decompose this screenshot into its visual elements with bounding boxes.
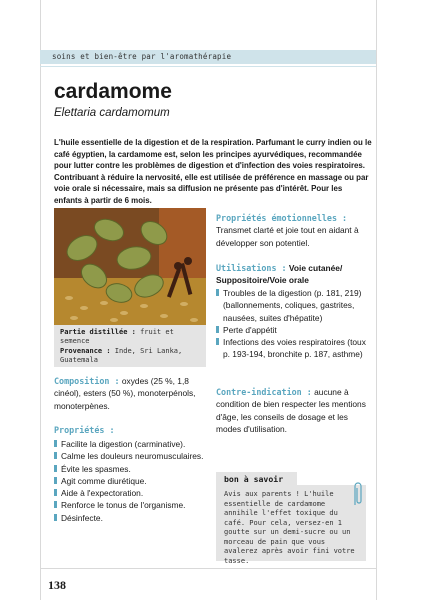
bullet-marker [54,477,57,484]
bullet-marker [216,289,219,296]
bullet-marker [54,465,57,472]
property-text: Renforce le tonus de l'organisme. [61,500,186,511]
list-item [54,438,214,450]
uses-section [216,262,372,287]
bullet-marker [54,452,57,459]
property-text: Désinfecte. [61,512,103,523]
composition-section [54,375,214,412]
list-item [54,512,214,524]
uses-list [216,287,372,361]
bullet-marker [216,338,219,345]
bullet-marker [54,501,57,508]
contraindication-text: aucune à condition de bien respecter les mentions d'âge, les conseils de dosage et les modes d'utilisation. [216,387,366,434]
list-item [54,450,214,462]
contraindication-section [216,386,372,435]
emotional-section [216,212,372,249]
origin-label: Provenance : [60,346,111,355]
property-text: Calme les douleurs neuromusculaires. [61,451,204,462]
part-label: Partie distillée : [60,328,136,336]
paperclip-icon [352,481,362,507]
property-text: Aide à l'expectoration. [61,488,144,499]
property-text: Agit comme diurétique. [61,475,147,486]
running-header: soins et bien-être par l'aromathérapie [52,52,232,61]
property-text: Facilite la digestion (carminative). [61,439,186,449]
list-item [54,499,214,511]
list-item [216,336,372,361]
use-text: Perte d'appétit [223,324,277,335]
tip-label: bon à savoir [224,474,284,484]
properties-list [54,438,214,524]
contraindication-label: Contre-indication : [216,387,312,397]
bullet-marker [54,489,57,496]
bullet-marker [54,440,57,447]
right-margin-line [376,0,377,600]
photo-caption [60,328,206,365]
list-item [54,487,214,499]
list-item [216,287,372,324]
part-value: fruit et semence [60,328,174,346]
list-item [216,324,372,336]
emotional-text: Transmet clarté et joie tout en aidant à développer son potentiel. [216,225,359,248]
bullet-marker [54,514,57,521]
tip-text: Avis aux parents ! L'huile essentielle de cardamome annihile l'effet toxique du café. Pour cela, versez-en 1 goutte sur un demi-sucre ou un morceau de pain que vous avalerez après avoir fini votre tasse. [224,490,355,565]
spice-photo [54,208,206,325]
origin-value: Inde, Sri Lanka, Guatemala [60,346,183,364]
footer-rule [40,568,376,569]
latin-name: Elettaria cardamomum [54,107,170,119]
header-rule [40,66,376,67]
list-item [54,475,214,487]
intro-paragraph: L'huile essentielle de la digestion et de la respiration. Parfumant le curry indien ou le café égyptien, la cardamome est, selon les principes ayurvédiques, recommandée pour lutter contre les problèmes de digestion et d'infection des voies respiratoires. Contribuant à réduire la nervosité, elle est utilisée de préférence en massage ou par voie orale si nécessaire, mais sa diffusion ne présente pas d'intérêt. Pour les enfants à partir de 6 mois. [54,138,372,205]
bullet-marker [216,326,219,333]
composition-label: Composition : [54,376,120,386]
properties-label: Propriétés : [54,425,115,435]
uses-value: Voie cutanée/ Suppositoire/Voie orale [216,263,343,286]
uses-label: Utilisations : [216,263,287,273]
property-text: Évite les spasmes. [61,463,131,474]
composition-text: oxydes (25 %, 1,8 cinéol), esters (50 %), monoterpénols, monoterpènes. [54,376,196,411]
list-item [54,463,214,475]
page-title: cardamome [54,80,172,103]
page-number: 138 [48,578,66,592]
left-margin-line [40,0,41,600]
use-text: Troubles de la digestion (p. 181, 219) (ballonnements, coliques, gastrites, nausées, suites d'hépatite) [223,288,362,323]
emotional-label: Propriétés émotionnelles : [216,213,348,223]
use-text: Infections des voies respiratoires (toux p. 193-194, bronchite p. 187, asthme) [223,337,366,360]
